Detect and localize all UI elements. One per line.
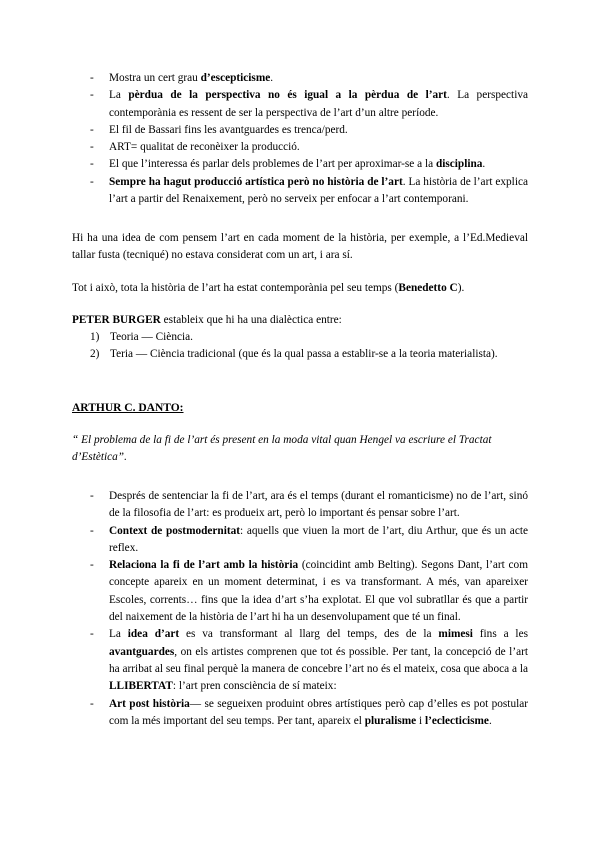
peter-burger-name: PETER BURGER [72,314,161,326]
text: . La perspectiva contemporània es ressent de ser la perspectiva de l’art d’un altre període. [109,89,528,119]
bold-text: idea d’art [127,628,180,641]
text: El que l’interessa és parlar dels problemes de l’art per aproximar-se a la [109,158,436,171]
bullet-item [90,696,528,731]
bold-text: Sempre ha hagut producció artística però no història de l’art [109,175,403,188]
section-heading-danto: ARTHUR C. DANTO: [72,402,184,414]
text: : aquells que viuen la mort de l’art, diu Arthur, que és un acte reflex. [109,524,528,554]
bullet-item [90,139,528,156]
paragraph-contemporania-end: ). [457,282,465,294]
numbered-item [90,329,530,346]
bullet-list-top [90,70,528,208]
paragraph-peter-burger [72,312,528,329]
benedetto-name: Benedetto C [398,282,458,294]
item-number: 1) [90,331,100,343]
text: El fil de Bassari fins les avantguardes es trenca/perd. [109,123,348,136]
text: , on els artistes comprenen que tot és possible. Per tant, la concepció de l’art ha arribat al seu final perquè la manera de concebre l’art no és el mateix, cosa que aboca a la [109,645,528,675]
text: Mostra un cert grau [109,72,201,84]
text: es va transformant al llarg del temps, des de la [179,628,439,641]
bold-text: disciplina [435,158,483,171]
text: fins a les [472,628,528,641]
text: : l’art pren consciència de sí mateix: [172,680,337,693]
bold-text: LLIBERTAT [109,680,173,693]
bold-text: Relaciona la fi de l’art amb la història [109,559,299,572]
text: — se segueixen produint obres artístiques però cap d’elles es pot postular com la més important del seu temps. Per tant, apareix el [109,697,529,727]
bullet-item [90,174,528,209]
bold-text: mimesi [438,628,473,641]
paragraph-idea: Hi ha una idea de com pensem l’art en cada moment de la història, per exemple, a l’Ed.Medieval tallar fusta (tecniqué) no estava considerat com un art, i ara sí. [72,232,528,261]
bold-text: l’eclecticisme [424,714,489,727]
bullet-item [90,70,528,87]
paragraph-contemporania-text: Tot i això, tota la història de l’art ha estat contemporània pel seu temps ( [72,282,399,294]
bold-text: avantguardes [109,645,175,658]
bullet-item [90,156,528,173]
text: i [416,714,425,727]
bullet-item [90,523,528,558]
bold-text: pluralisme [364,714,417,727]
text: . [488,714,492,727]
text: . [482,158,486,171]
bullet-item [90,122,528,139]
bullet-item [90,626,528,695]
text: La [109,628,128,641]
text: ART= qualitat de reconèixer la producció. [109,141,300,154]
item-number: 2) [90,348,100,360]
paragraph-peter-burger-text: estableix que hi ha una dialèctica entre: [160,314,342,326]
bullet-item [90,557,528,626]
bullet-item [90,488,528,523]
numbered-list [90,329,530,363]
bold-text: Context de postmodernitat [109,524,241,537]
text: (coincidint amb Belting). Segons Dant, l’art com concepte apareix en un moment determinat, i es va transformant. A més, van apareixer Escoles, corrents… fins que la idea d’art s’ha explotat. El que vol subratllar és que a partir del naixement de la història de l’art hi ha un desenvolupament que té un final. [109,559,528,624]
item-text: Teoria — Ciència. [110,331,193,343]
bold-text: d’escepticisme [200,72,271,84]
bold-text: Art post història [109,697,190,710]
bold-text: pèrdua de la perspectiva no és igual a la pèrdua de l’art [128,89,447,102]
text: Després de sentenciar la fi de l’art, ara és el temps (durant el romanticisme) no de l’art, sinó de la filosofia de l’art: es produeix art, però lo important és pensar sobre l’art. [109,490,528,520]
bullet-item [90,87,528,122]
numbered-item [90,346,530,363]
bullet-list-danto [90,488,528,730]
text: La [109,89,129,102]
text: . La història de l’art explica l’art a partir del Renaixement, però no serveix per enfocar a l’art contemporani. [109,175,528,206]
danto-quote: “ El problema de la fi de l’art és present en la moda vital quan Hengel va escriure el Tractat d’Estètica”. [72,434,492,463]
text: . [270,72,274,84]
paragraph-contemporania [72,280,528,297]
item-text: Teria — Ciència tradicional (que és la qual passa a establir-se a la teoria materialista). [110,348,498,360]
